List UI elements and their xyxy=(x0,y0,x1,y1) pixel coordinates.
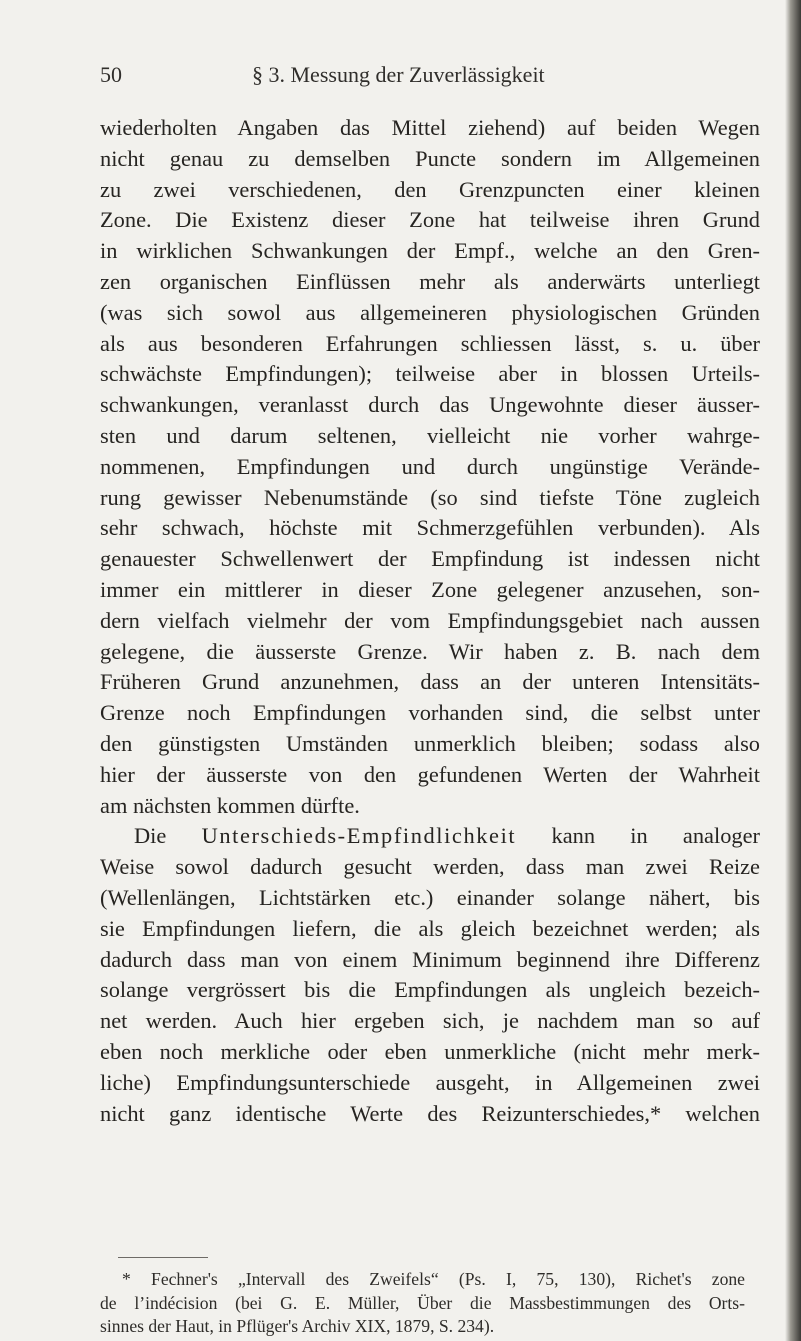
footnote-line: de l’indécision (bei G. E. Müller, Über die Massbestimmungen des Orts- xyxy=(100,1292,745,1313)
text-line: dadurch dass man von einem Minimum beginnend ihre Differenz xyxy=(100,946,760,972)
text-line: in wirklichen Schwankungen der Empf., welche an den Gren- xyxy=(100,238,760,264)
page-number: 50 xyxy=(100,62,122,87)
text-line: nicht genau zu demselben Puncte sondern im Allgemeinen xyxy=(100,145,760,171)
text-line: den günstigsten Umständen unmerklich bleiben; sodass also xyxy=(100,730,760,756)
text-line: zen organischen Einflüssen mehr als anderwärts unterliegt xyxy=(100,268,760,294)
text-line: sten und darum seltenen, vielleicht nie vorher wahrge- xyxy=(100,422,760,448)
text-line: (was sich sowol aus allgemeineren physiologischen Gründen xyxy=(100,299,760,325)
footnote-divider xyxy=(118,1257,208,1258)
text-line: (Wellenlängen, Lichtstärken etc.) einander solange nähert, bis xyxy=(100,884,760,910)
text-line: dern vielfach vielmehr der vom Empfindungsgebiet nach aussen xyxy=(100,607,760,633)
text-line: Grenze noch Empfindungen vorhanden sind, die selbst unter xyxy=(100,700,760,726)
text-line: eben noch merkliche oder eben unmerkliche (nicht mehr merk- xyxy=(100,1038,760,1064)
text-line: genauester Schwellenwert der Empfindung ist indessen nicht xyxy=(100,546,760,572)
text-line: schwankungen, veranlasst durch das Ungewohnte dieser äusser- xyxy=(100,392,760,418)
footnote xyxy=(100,1268,745,1339)
text-line: Früheren Grund anzunehmen, dass an der unteren Intensitäts- xyxy=(100,669,760,695)
text-line: als aus besonderen Erfahrungen schliessen lässt, s. u. über xyxy=(100,330,760,356)
paragraph-start xyxy=(100,821,760,852)
page-header xyxy=(100,60,740,90)
text-line: nicht ganz identische Werte des Reizunterschiedes,* welchen xyxy=(100,1100,760,1126)
text-line: immer ein mittlerer in dieser Zone gelegener anzusehen, son- xyxy=(100,576,760,602)
text-line: sehr schwach, höchste mit Schmerzgefühlen verbunden). Als xyxy=(100,515,760,541)
text-line: net werden. Auch hier ergeben sich, je nachdem man so auf xyxy=(100,1008,760,1034)
text-line: liche) Empfindungsunterschiede ausgeht, in Allgemeinen zwei xyxy=(100,1069,760,1095)
text-line: solange vergrössert bis die Empfindungen als ungleich bezeich- xyxy=(100,977,760,1003)
text-fragment: kann in analoger xyxy=(516,823,760,849)
text-line: sie Empfindungen liefern, die als gleich bezeichnet werden; als xyxy=(100,915,760,941)
text-line: Zone. Die Existenz dieser Zone hat teilweise ihren Grund xyxy=(100,207,760,233)
body-text xyxy=(100,113,760,1129)
text-line: am nächsten kommen dürfte. xyxy=(100,792,360,818)
footnote-line: sinnes der Haut, in Pflüger's Archiv XIX, 1879, S. 234). xyxy=(100,1316,495,1336)
text-line: Weise sowol dadurch gesucht werden, dass man zwei Reize xyxy=(100,854,760,880)
text-line: zu zwei verschiedenen, den Grenzpuncten einer kleinen xyxy=(100,176,760,202)
emphasized-term: Unterschieds-Empfindlichkeit xyxy=(201,823,517,849)
text-line: hier der äusserste von den gefundenen Werten der Wahrheit xyxy=(100,761,760,787)
text-line: nommenen, Empfindungen und durch ungünstige Verände- xyxy=(100,453,760,479)
text-line: schwächste Empfindungen); teilweise aber in blossen Urteils- xyxy=(100,361,760,387)
text-line: rung gewisser Nebenumstände (so sind tiefste Töne zugleich xyxy=(100,484,760,510)
text-fragment: Die xyxy=(134,823,202,849)
running-title: § 3. Messung der Zuverlässigkeit xyxy=(252,62,545,87)
text-line: wiederholten Angaben das Mittel ziehend) auf beiden Wegen xyxy=(100,115,760,140)
text-line: gelegene, die äusserste Grenze. Wir haben z. B. nach dem xyxy=(100,638,760,664)
footnote-line: * Fechner's „Intervall des Zweifels“ (Ps. I, 75, 130), Richet's zone xyxy=(122,1269,745,1289)
